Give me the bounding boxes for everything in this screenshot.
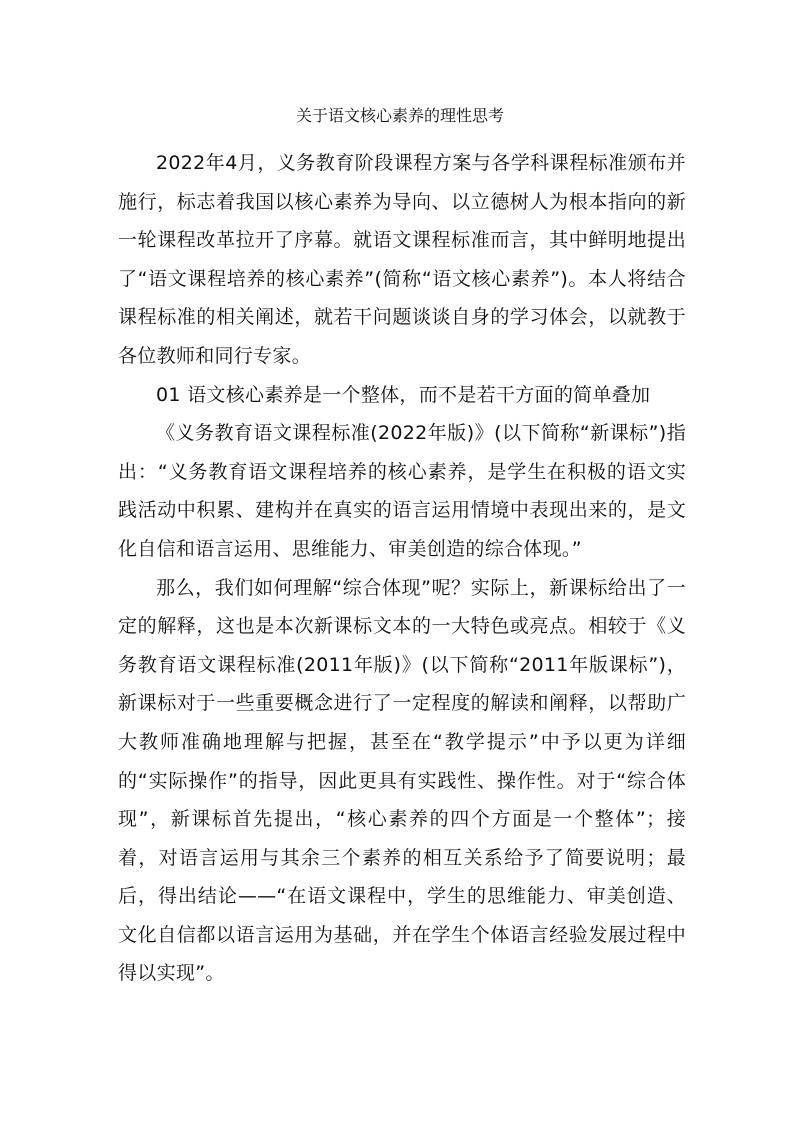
document-title: 关于语文核心素养的理性思考 bbox=[295, 106, 504, 125]
section-heading-01: 01 语文核心素养是一个整体，而不是若干方面的简单叠加 bbox=[156, 383, 651, 406]
quote-paragraph: 《义务教育语文课程标准(2022年版)》(以下简称“新课标”)指出：“义务教育语文课程培养的核心素养，是学生在积极的语文实践活动中积累、建构并在真实的语言运用情境中表现出来的，是文化自信和语言运用、思维能力、审美创造的综合体现。” bbox=[118, 422, 686, 560]
intro-paragraph: 2022年4月，义务教育阶段课程方案与各学科课程标准颁布并施行，标志着我国以核心素养为导向、以立德树人为根本指向的新一轮课程改革拉开了序幕。就语文课程标准而言，其中鲜明地提出了“语文课程培养的核心素养”(简称“语文核心素养”)。本人将结合课程标准的相关阐述，就若干问题谈谈自身的学习体会，以就教于各位教师和同行专家。 bbox=[118, 152, 686, 367]
document-body bbox=[118, 144, 686, 993]
explanation-paragraph: 那么，我们如何理解“综合体现”呢？实际上，新课标给出了一定的解释，这也是本次新课标文本的一大特色或亮点。相较于《义务教育语文课程标准(2011年版)》(以下简称“2011年版课标”)，新课标对于一些重要概念进行了一定程度的解读和阐释，以帮助广大教师准确地理解与把握，甚至在“教学提示”中予以更为详细的“实际操作”的指导，因此更具有实践性、操作性。对于“综合体现”，新课标首先提出，“核心素养的四个方面是一个整体”；接着，对语言运用与其余三个素养的相互关系给予了简要说明；最后，得出结论——“在语文课程中，学生的思维能力、审美创造、文化自信都以语言运用为基础，并在学生个体语言经验发展过程中得以实现”。 bbox=[118, 576, 686, 985]
